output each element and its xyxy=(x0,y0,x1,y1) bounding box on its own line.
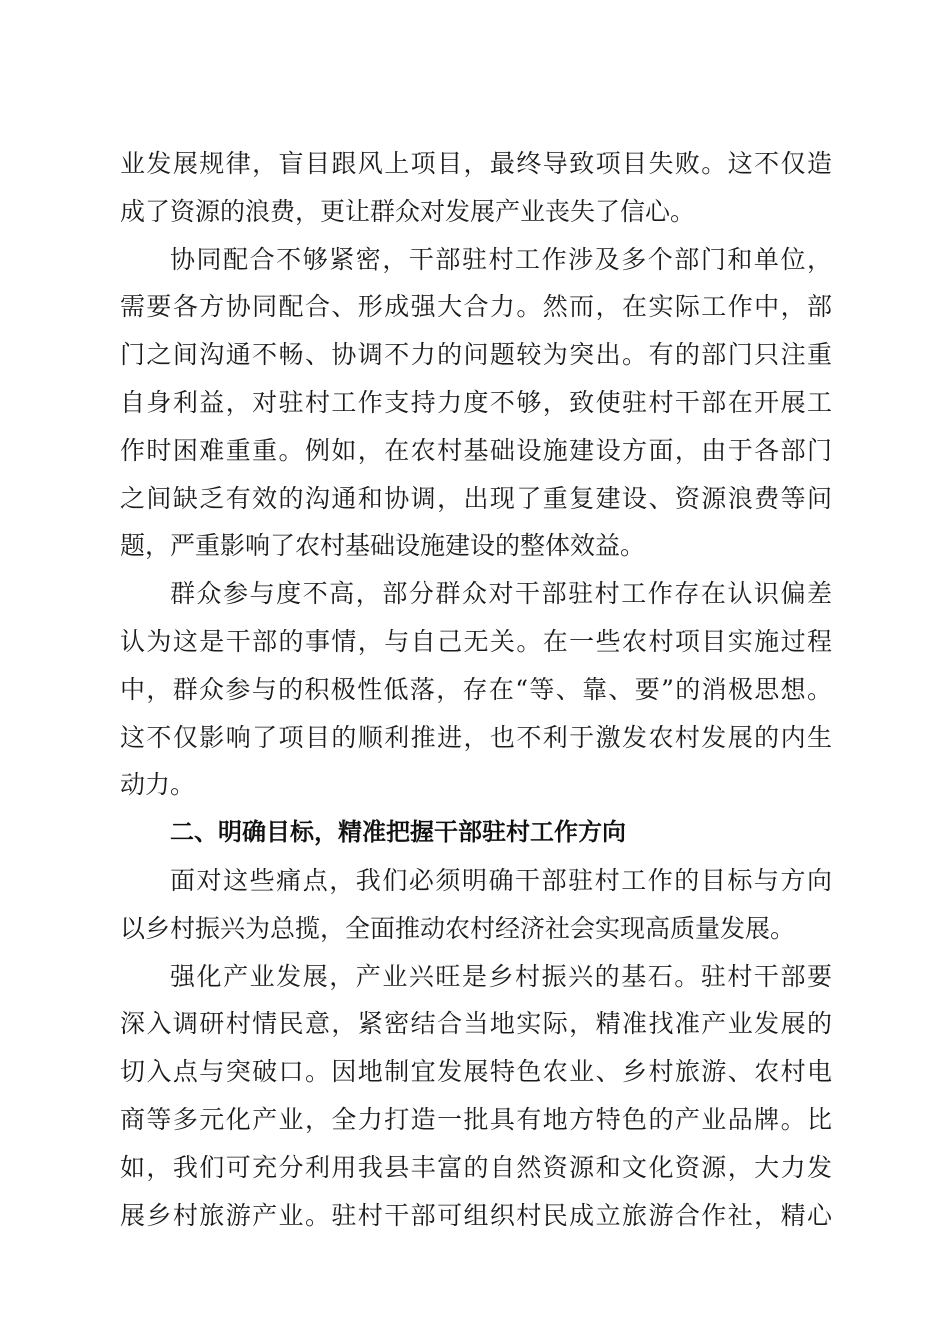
text-line: 成了资源的浪费，更让群众对发展产业丧失了信心。 xyxy=(120,196,696,226)
text-line: 动力。 xyxy=(120,770,196,800)
text-line: 作时困难重重。例如，在农村基础设施建设方面，由于各部门 xyxy=(120,435,832,465)
text-line: 认为这是干部的事情，与自己无关。在一些农村项目实施过程 xyxy=(120,626,832,656)
text-line: 面对这些痛点，我们必须明确干部驻村工作的目标与方向 xyxy=(170,865,832,895)
paragraph xyxy=(120,570,832,809)
paragraph xyxy=(120,953,832,1240)
text-line: 以乡村振兴为总揽，全面推动农村经济社会实现高质量发展。 xyxy=(120,913,796,943)
paragraph xyxy=(120,857,832,953)
section-heading: 二、明确目标，精准把握干部驻村工作方向 xyxy=(170,818,626,847)
text-line: 这不仅影响了项目的顺利推进，也不利于激发农村发展的内生 xyxy=(120,722,832,752)
text-line: 切入点与突破口。因地制宜发展特色农业、乡村旅游、农村电 xyxy=(120,1057,832,1087)
text-line: 群众参与度不高，部分群众对干部驻村工作存在认识偏差 xyxy=(170,579,832,609)
text-line: 强化产业发展，产业兴旺是乡村振兴的基石。驻村干部要 xyxy=(170,961,832,991)
text-line: 需要各方协同配合、形成强大合力。然而，在实际工作中，部 xyxy=(120,292,832,322)
paragraph xyxy=(120,236,832,571)
text-line: 协同配合不够紧密，干部驻村工作涉及多个部门和单位， xyxy=(170,244,832,274)
text-line: 之间缺乏有效的沟通和协调，出现了重复建设、资源浪费等问 xyxy=(120,483,832,513)
text-line: 门之间沟通不畅、协调不力的问题较为突出。有的部门只注重 xyxy=(120,340,832,370)
text-line: 商等多元化产业，全力打造一批具有地方特色的产业品牌。比 xyxy=(120,1104,832,1134)
paragraph xyxy=(120,140,832,236)
text-line: 题，严重影响了农村基础设施建设的整体效益。 xyxy=(120,531,646,561)
text-line: 中，群众参与的积极性低落，存在“等、靠、要”的消极思想。 xyxy=(120,674,832,704)
text-line: 自身利益，对驻村工作支持力度不够，致使驻村干部在开展工 xyxy=(120,387,832,417)
text-line: 深入调研村情民意，紧密结合当地实际，精准找准产业发展的 xyxy=(120,1009,832,1039)
document-body xyxy=(120,140,832,1239)
text-line: 业发展规律，盲目跟风上项目，最终导致项目失败。这不仅造 xyxy=(120,149,832,178)
text-line: 展乡村旅游产业。驻村干部可组织村民成立旅游合作社，精心 xyxy=(120,1200,832,1230)
text-line: 如，我们可充分利用我县丰富的自然资源和文化资源，大力发 xyxy=(120,1152,832,1182)
